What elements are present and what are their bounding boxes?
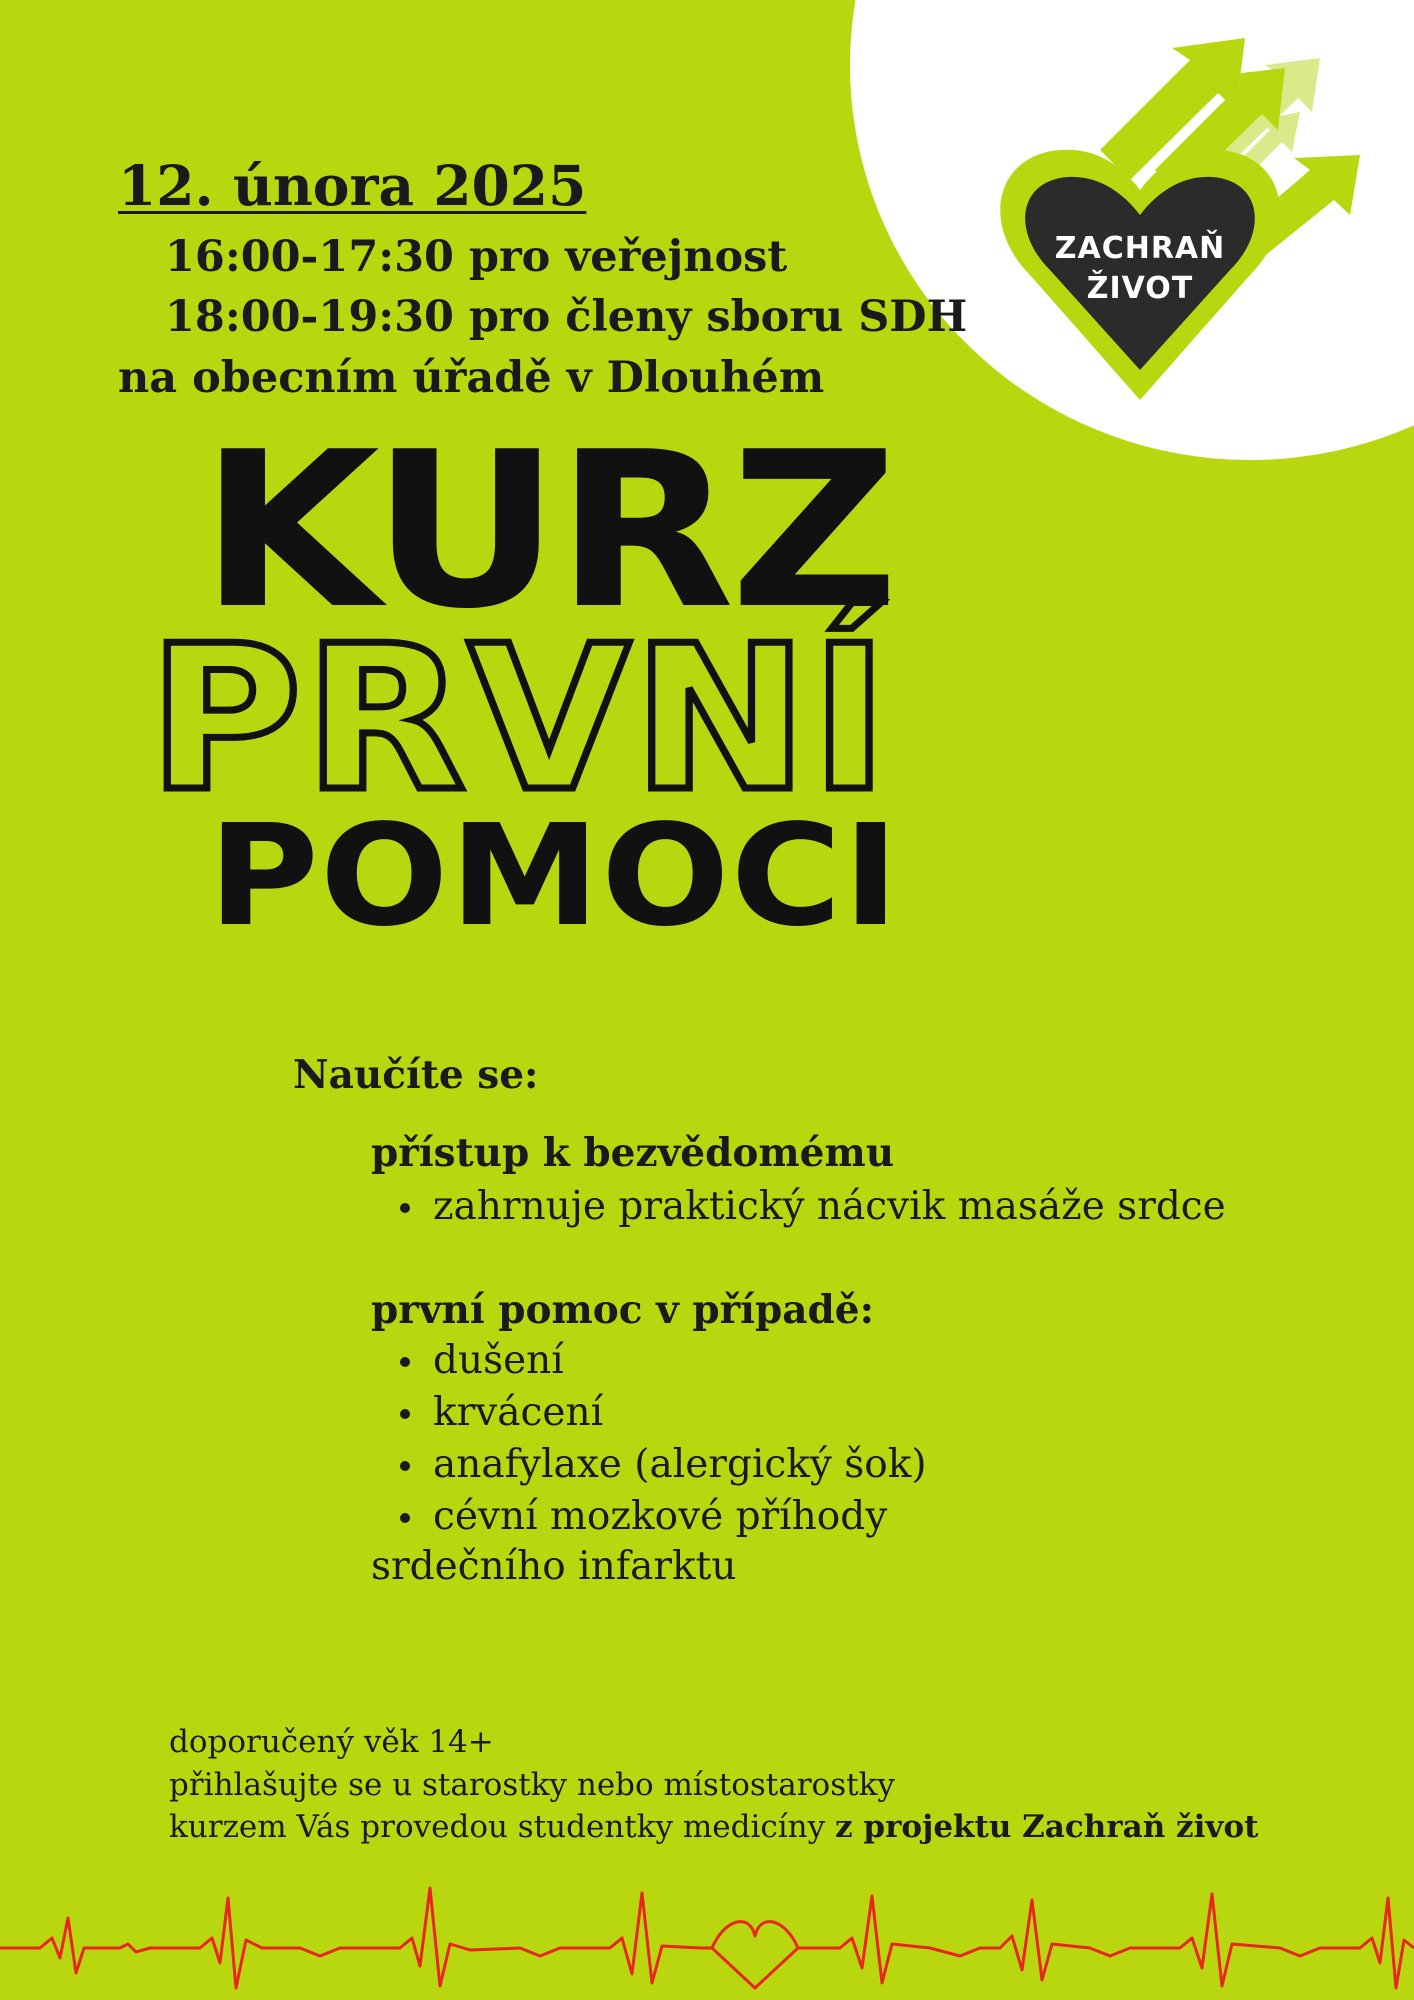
title-kurz: KURZ bbox=[200, 405, 895, 656]
ecg-heartbeat-line-icon bbox=[0, 1878, 1414, 2000]
event-date: 12. února 2025 bbox=[118, 153, 587, 218]
time-members: 18:00-19:30 pro členy sboru SDH bbox=[165, 292, 968, 342]
project-name: z projektu Zachraň život bbox=[835, 1809, 1259, 1845]
logo-text-line1: ZACHRAŇ bbox=[1054, 231, 1226, 266]
title-pomoci: POMOCI bbox=[208, 795, 901, 958]
topic-first-aid-list bbox=[433, 1335, 927, 1543]
time-public: 16:00-17:30 pro veřejnost bbox=[165, 232, 788, 282]
venue: na obecním úřadě v Dlouhém bbox=[118, 353, 825, 403]
logo-text-line2: ŽIVOT bbox=[1086, 271, 1194, 306]
list-item: anafylaxe (alergický šok) bbox=[433, 1439, 927, 1491]
list-item: krvácení bbox=[433, 1387, 927, 1439]
list-item: dušení bbox=[433, 1335, 927, 1387]
guides-info bbox=[169, 1809, 1258, 1845]
learn-heading: Naučíte se: bbox=[293, 1052, 539, 1098]
list-item: cévní mozkové příhody bbox=[433, 1491, 927, 1543]
guides-prefix: kurzem Vás provedou studentky medicíny bbox=[169, 1809, 836, 1845]
heart-with-arrows-logo-icon bbox=[940, 20, 1400, 440]
signup-info: přihlašujte se u starostky nebo místostarostky bbox=[169, 1767, 895, 1803]
title-prvni: PRVNÍ bbox=[148, 603, 891, 836]
topic-unconscious-list bbox=[433, 1181, 1226, 1233]
topic-unconscious: přístup k bezvědomému bbox=[371, 1130, 895, 1176]
recommended-age: doporučený věk 14+ bbox=[169, 1724, 494, 1760]
extra-item: srdečního infarktu bbox=[371, 1544, 737, 1589]
list-item: zahrnuje praktický nácvik masáže srdce bbox=[433, 1181, 1226, 1233]
topic-first-aid: první pomoc v případě: bbox=[371, 1287, 875, 1333]
